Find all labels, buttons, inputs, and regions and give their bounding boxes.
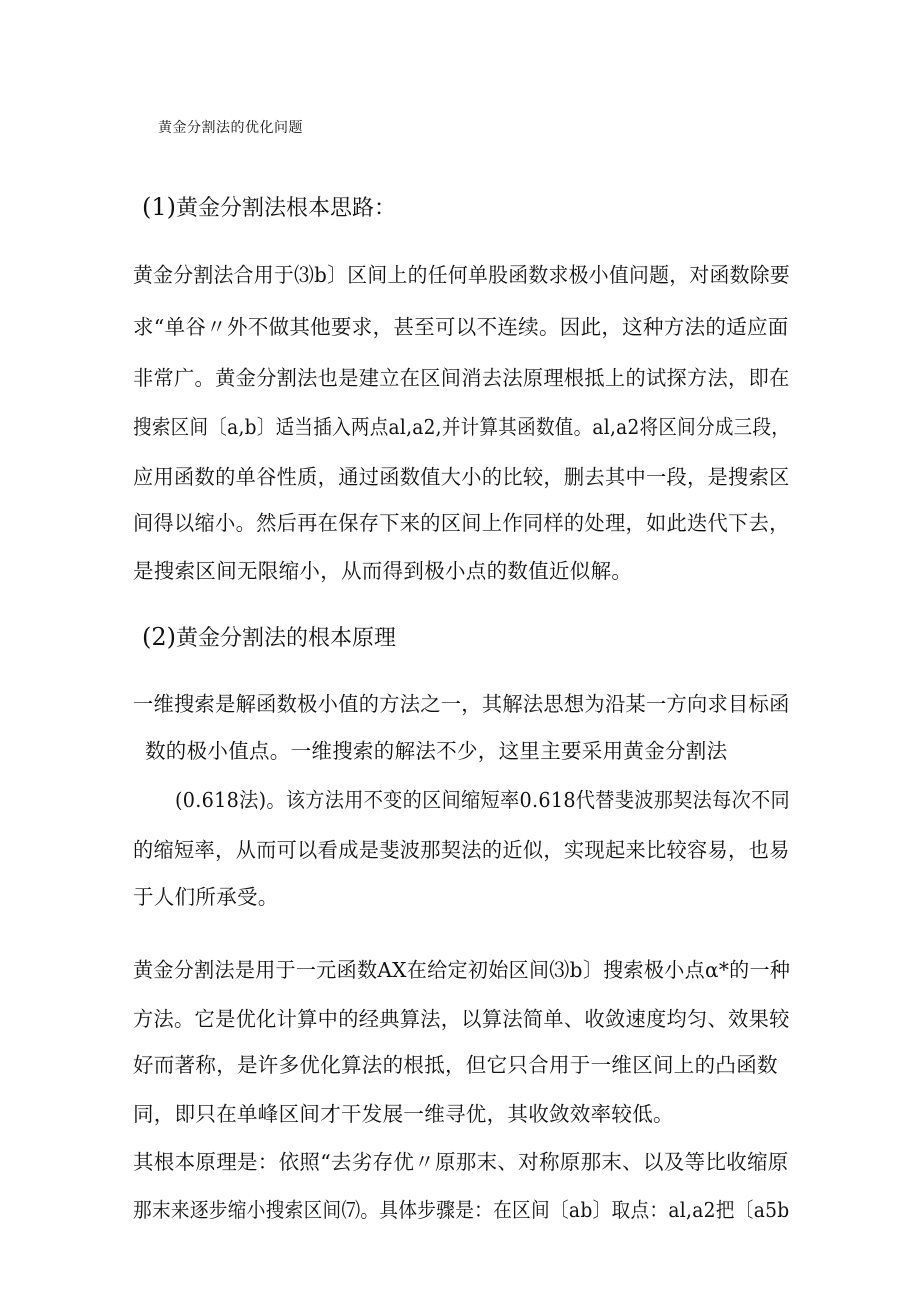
paragraph3-line-1: 黄金分割法是用于一元函数AX在给定初始区间⑶b〕搜索极小点α*的一种 (133, 958, 791, 982)
section1-line-3: 非常广。黄金分割法也是建立在区间消去法原理根抵上的试探方法，即在 (133, 366, 790, 390)
section1-line-6: 间得以缩小。然后再在保存下来的区间上作同样的处理，如此迭代下去， (133, 511, 790, 535)
section2-line-3: (0.618法)。该方法用不变的区间缩短率0.618代替斐波那契法每次不同 (175, 788, 790, 812)
section1-line-2: 求“单谷〃外不做其他要求，甚至可以不连续。因此，这种方法的适应面 (133, 315, 789, 339)
paragraph3-line-2: 方法。它是优化计算中的经典算法，以算法简单、收敛速度均匀、效果较 (133, 1007, 790, 1031)
section1-line-4: 搜索区间〔a,b〕适当插入两点al,a2,并计算其函数值。al,a2将区间分成三段， (133, 415, 791, 439)
section1-line-5: 应用函数的单谷性质，通过函数值大小的比较，删去其中一段，是搜索区 (133, 465, 790, 489)
section2-line-2: 数的极小值点。一维搜索的解法不少，这里主要采用黄金分割法 (145, 739, 728, 763)
paragraph3-line-3: 好而著称，是许多优化算法的根抵，但它只合用于一维区间上的凸函数 (133, 1053, 778, 1077)
section2-line-5: 于人们所承受。 (133, 885, 279, 909)
document-title: 黄金分割法的优化问题 (158, 120, 303, 136)
section1-heading-text: 黄金分割法根本思路： (176, 196, 397, 221)
paragraph4-line-2: 那末来逐步缩小搜索区间⑺。具体步骤是：在区间〔ab〕取点：al,a2把〔a5b (133, 1198, 790, 1222)
paragraph3-line-4: 同，即只在单峰区间才干发展一维寻优，其收敛效率较低。 (133, 1102, 674, 1126)
section1-line-7: 是搜索区间无限缩小，从而得到极小点的数值近似解。 (133, 559, 633, 583)
section1-line-1: 黄金分割法合用于⑶b〕区间上的任何单股函数求极小值问题，对函数除要 (133, 263, 791, 287)
section2-heading-text: 黄金分割法的根本原理 (176, 626, 397, 651)
section1-number: (1) (142, 193, 176, 221)
paragraph4-line-1: 其根本原理是：依照“去劣存优〃原那末、对称原那末、以及等比收缩原 (133, 1150, 789, 1174)
section2-heading (142, 625, 396, 650)
section2-line-1: 一维搜索是解函数极小值的方法之一，其解法思想为沿某一方向求目标函 (133, 692, 790, 716)
section1-heading (142, 195, 396, 220)
section2-line-4: 的缩短率，从而可以看成是斐波那契法的近似，实现起来比较容易，也易 (133, 838, 790, 862)
section2-number: (2) (142, 623, 176, 651)
